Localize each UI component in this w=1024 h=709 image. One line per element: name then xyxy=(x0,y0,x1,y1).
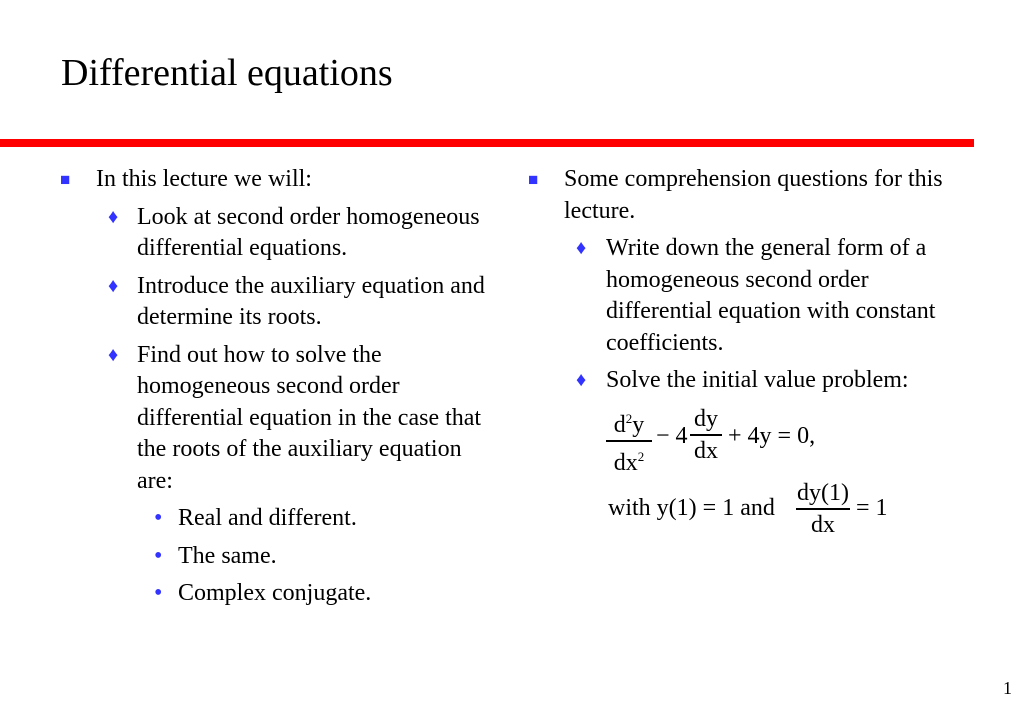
frac2-num: dy xyxy=(694,406,718,432)
list-item xyxy=(528,365,968,397)
frac3-den: dx xyxy=(811,511,835,538)
right-item-2: Solve the initial value problem: xyxy=(606,367,909,393)
frac2-den: dx xyxy=(694,437,718,464)
fraction-dy-dx xyxy=(690,404,722,466)
fraction-d2y-dx2 xyxy=(606,404,652,478)
conditions-tail: = 1 xyxy=(856,495,888,521)
fraction-dy1-dx xyxy=(796,478,850,540)
right-item-1: Write down the general form of a homogeneous second order differential equation with constant coefficients. xyxy=(606,235,936,356)
left-subitem-1: Real and different. xyxy=(178,505,357,531)
frac3-num: dy(1) xyxy=(797,480,849,506)
conditions-lead: with y(1) = 1 and xyxy=(608,495,775,521)
title-divider xyxy=(0,139,974,147)
left-item-1: Look at second order homogeneous differential equations. xyxy=(137,203,480,261)
frac1-den-sup: 2 xyxy=(637,448,645,464)
list-item xyxy=(60,503,490,535)
minus-four: − 4 xyxy=(656,423,688,449)
dot-bullet-icon: • xyxy=(154,542,163,569)
slide-title: Differential equations xyxy=(61,52,393,94)
right-column xyxy=(528,164,968,397)
left-subitem-3: Complex conjugate. xyxy=(178,580,372,606)
equation-initial-conditions xyxy=(608,478,908,548)
frac1-den: dx xyxy=(613,449,638,476)
list-item xyxy=(60,541,490,573)
left-item-2: Introduce the auxiliary equation and determine its roots. xyxy=(137,272,485,330)
list-item xyxy=(60,202,490,265)
left-subitem-2: The same. xyxy=(178,542,277,569)
list-item xyxy=(528,164,968,227)
diamond-bullet-icon: ♦ xyxy=(576,237,587,259)
list-item xyxy=(528,233,968,359)
diamond-bullet-icon: ♦ xyxy=(108,205,119,228)
equation-tail: + 4y = 0, xyxy=(728,423,816,449)
left-intro: In this lecture we will: xyxy=(96,166,312,192)
page-number: 1 xyxy=(1003,678,1012,698)
frac1-num-tail: y xyxy=(632,412,645,438)
list-item xyxy=(60,271,490,334)
frac1-num-sup: 2 xyxy=(625,411,633,426)
right-intro: Some comprehension questions for this lecture. xyxy=(564,166,943,224)
equation-ode xyxy=(606,404,866,474)
diamond-bullet-icon: ♦ xyxy=(108,343,119,366)
frac1-num: d xyxy=(613,412,626,438)
square-bullet-icon: ■ xyxy=(60,170,71,189)
list-item xyxy=(60,578,490,610)
dot-bullet-icon: • xyxy=(154,580,163,606)
diamond-bullet-icon: ♦ xyxy=(108,274,119,297)
left-column xyxy=(60,164,490,610)
dot-bullet-icon: • xyxy=(154,505,163,531)
square-bullet-icon: ■ xyxy=(528,170,539,189)
left-item-3: Find out how to solve the homogeneous second order differential equation in the case that the roots of the auxiliary equation are: xyxy=(137,341,482,494)
list-item xyxy=(60,340,490,498)
list-item xyxy=(60,164,490,196)
diamond-bullet-icon: ♦ xyxy=(576,369,587,391)
